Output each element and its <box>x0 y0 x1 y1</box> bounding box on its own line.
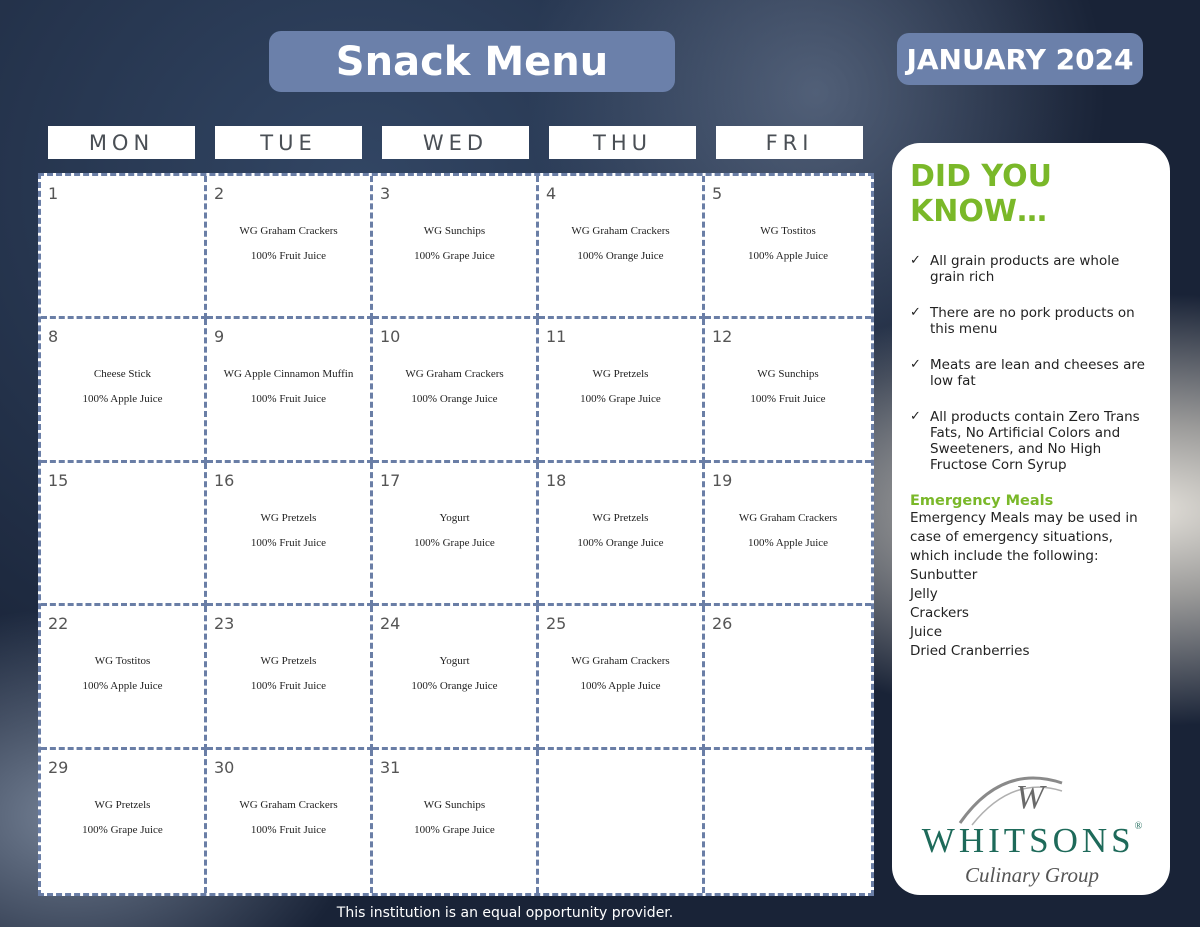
menu-item: 100% Apple Juice <box>82 680 163 693</box>
menu-item: WG Sunchips <box>423 798 486 811</box>
menu-item: 100% Grape Juice <box>414 250 495 262</box>
menu-item: WG Sunchips <box>757 368 819 381</box>
menu-item: WG Graham Crackers <box>239 225 338 237</box>
menu-item: WG Tostitos <box>94 655 151 668</box>
menu-item: WG Tostitos <box>760 225 816 237</box>
menu-item: 100% Grape Juice <box>82 823 163 836</box>
did-you-know-panel <box>892 143 1170 895</box>
checkmark-icon: ✓ <box>910 253 921 268</box>
menu-item: 100% Apple Juice <box>580 680 661 693</box>
cell-date: 4 <box>546 184 557 203</box>
cell-menu-items <box>41 798 204 848</box>
cell-menu-items <box>539 511 702 561</box>
weekday-wed: WED <box>382 126 529 159</box>
cell-menu-items <box>207 367 370 417</box>
menu-item: 100% Fruit Juice <box>250 680 327 693</box>
calendar-cell <box>539 606 705 749</box>
cell-date: 5 <box>712 184 723 203</box>
calendar-cell <box>705 176 871 319</box>
calendar-cell <box>705 463 871 606</box>
menu-item: WG Pretzels <box>260 655 317 668</box>
cell-date: 30 <box>214 757 235 777</box>
calendar-cell <box>207 176 373 319</box>
logo-name: WHITSONS® <box>921 821 1143 860</box>
cell-menu-items <box>373 798 536 848</box>
menu-item: 100% Orange Juice <box>411 680 498 693</box>
calendar-cell <box>705 750 871 893</box>
whitsons-logo <box>912 763 1152 887</box>
menu-item: 100% Fruit Juice <box>750 393 826 406</box>
cell-menu-items <box>705 367 871 417</box>
cell-date: 2 <box>214 184 225 203</box>
calendar-cell <box>207 463 373 606</box>
calendar-cell <box>207 750 373 893</box>
menu-item: 100% Fruit Juice <box>250 393 327 406</box>
fact-item <box>910 357 1152 389</box>
checkmark-icon: ✓ <box>910 409 921 424</box>
svg-text:W: W <box>1015 779 1045 816</box>
cell-menu-items <box>373 367 536 417</box>
did-you-know-heading: DID YOU KNOW… <box>910 159 1052 229</box>
menu-item: WG Graham Crackers <box>239 798 338 811</box>
cell-menu-items <box>373 511 536 561</box>
menu-item: 100% Fruit Juice <box>250 250 327 262</box>
cell-date: 25 <box>546 614 567 634</box>
menu-item: 100% Grape Juice <box>580 393 661 406</box>
menu-item: WG Pretzels <box>592 511 649 524</box>
cell-date: 31 <box>380 757 401 777</box>
menu-item: WG Pretzels <box>94 798 151 811</box>
emergency-item: Sunbutter <box>910 567 978 583</box>
calendar-cell <box>705 319 871 462</box>
emergency-item: Jelly <box>910 586 938 602</box>
cell-date: 1 <box>48 184 59 203</box>
menu-item: 100% Grape Juice <box>414 536 495 549</box>
fact-text: Meats are lean and cheeses are low fat <box>930 357 1145 389</box>
footer-note: This institution is an equal opportunity provider. <box>336 905 674 921</box>
calendar-cell <box>207 319 373 462</box>
cell-date: 10 <box>380 327 401 347</box>
checkmark-icon: ✓ <box>910 305 921 320</box>
cell-date: 19 <box>712 470 733 490</box>
cell-date: 16 <box>214 470 235 490</box>
menu-item: Yogurt <box>439 511 470 524</box>
logo-subtitle: Culinary Group <box>965 863 1099 887</box>
calendar-cell <box>539 319 705 462</box>
calendar-cell <box>539 176 705 319</box>
calendar-cell <box>373 319 539 462</box>
checkmark-icon: ✓ <box>910 357 921 372</box>
menu-item: Cheese Stick <box>93 368 152 381</box>
weekday-tue: TUE <box>215 126 362 159</box>
cell-menu-items <box>207 798 370 848</box>
menu-item: 100% Apple Juice <box>747 250 829 262</box>
menu-item: 100% Orange Juice <box>577 536 664 549</box>
cell-date: 26 <box>712 614 733 634</box>
cell-date: 9 <box>214 327 225 347</box>
fact-item <box>910 409 1152 473</box>
fact-item <box>910 253 1152 285</box>
weekday-thu: THU <box>549 126 696 159</box>
calendar-cell <box>41 319 207 462</box>
menu-title: Snack Menu <box>269 31 675 92</box>
cell-menu-items <box>207 511 370 561</box>
cell-menu-items <box>373 224 536 274</box>
fact-text: All grain products are whole grain rich <box>930 253 1120 285</box>
calendar-cell <box>539 463 705 606</box>
menu-item: WG Pretzels <box>260 511 317 524</box>
cell-menu-items <box>373 654 536 704</box>
weekday-fri: FRI <box>716 126 863 159</box>
menu-item: 100% Orange Juice <box>577 250 664 262</box>
cell-date: 29 <box>48 757 69 777</box>
menu-item: WG Apple Cinnamon Muffin <box>223 368 354 381</box>
calendar-cell <box>373 176 539 319</box>
menu-item: 100% Apple Juice <box>82 393 163 406</box>
menu-item: 100% Grape Juice <box>414 823 495 836</box>
calendar-cell <box>41 176 207 319</box>
cell-menu-items <box>41 654 204 704</box>
menu-item: WG Sunchips <box>423 225 486 237</box>
fact-item <box>910 305 1152 337</box>
cell-date: 24 <box>380 614 401 634</box>
calendar-grid <box>38 173 874 896</box>
cell-date: 23 <box>214 614 235 634</box>
menu-item: WG Pretzels <box>592 368 649 381</box>
calendar-cell <box>41 750 207 893</box>
cell-date: 22 <box>48 614 69 634</box>
cell-menu-items <box>207 224 370 274</box>
calendar-cell <box>207 606 373 749</box>
cell-date: 3 <box>380 184 391 203</box>
menu-item: 100% Apple Juice <box>747 536 829 549</box>
emergency-title: Emergency Meals <box>910 493 1054 509</box>
fact-text: There are no pork products on this menu <box>930 305 1135 337</box>
menu-item: 100% Fruit Juice <box>250 823 327 836</box>
calendar-cell <box>41 606 207 749</box>
cell-date: 18 <box>546 470 567 490</box>
emergency-item: Juice <box>910 624 943 640</box>
emergency-item: Dried Cranberries <box>910 643 1030 659</box>
emergency-item: Crackers <box>910 605 969 621</box>
menu-item: WG Graham Crackers <box>571 655 670 668</box>
menu-item: WG Graham Crackers <box>571 225 670 237</box>
emergency-text: Emergency Meals may be used in case of emergency situations, which include the following: <box>910 510 1138 564</box>
cell-date: 17 <box>380 470 401 490</box>
emergency-items <box>910 566 1152 661</box>
menu-item: Yogurt <box>439 655 470 668</box>
cell-menu-items <box>705 511 871 561</box>
calendar-cell <box>373 606 539 749</box>
weekday-mon: MON <box>48 126 195 159</box>
cell-date: 12 <box>712 327 733 347</box>
cell-date: 11 <box>546 327 567 347</box>
menu-item: WG Graham Crackers <box>738 511 838 524</box>
cell-menu-items <box>539 654 702 704</box>
cell-menu-items <box>539 367 702 417</box>
calendar-cell <box>373 463 539 606</box>
cell-menu-items <box>41 367 204 417</box>
menu-item: 100% Fruit Juice <box>250 536 327 549</box>
calendar-cell <box>705 606 871 749</box>
month-badge: JANUARY 2024 <box>897 33 1143 85</box>
cell-date: 8 <box>48 327 59 347</box>
menu-item: 100% Orange Juice <box>411 393 498 406</box>
cell-menu-items <box>705 224 871 274</box>
cell-menu-items <box>207 654 370 704</box>
cell-menu-items <box>539 224 702 274</box>
cell-date: 15 <box>48 470 69 490</box>
calendar-cell <box>539 750 705 893</box>
fact-text: All products contain Zero Trans Fats, No Artificial Colors and Sweeteners, and No High Fructose Corn Syrup <box>930 409 1140 473</box>
menu-item: WG Graham Crackers <box>405 368 504 381</box>
facts-list <box>910 253 1152 473</box>
calendar-cell <box>41 463 207 606</box>
calendar-cell <box>373 750 539 893</box>
